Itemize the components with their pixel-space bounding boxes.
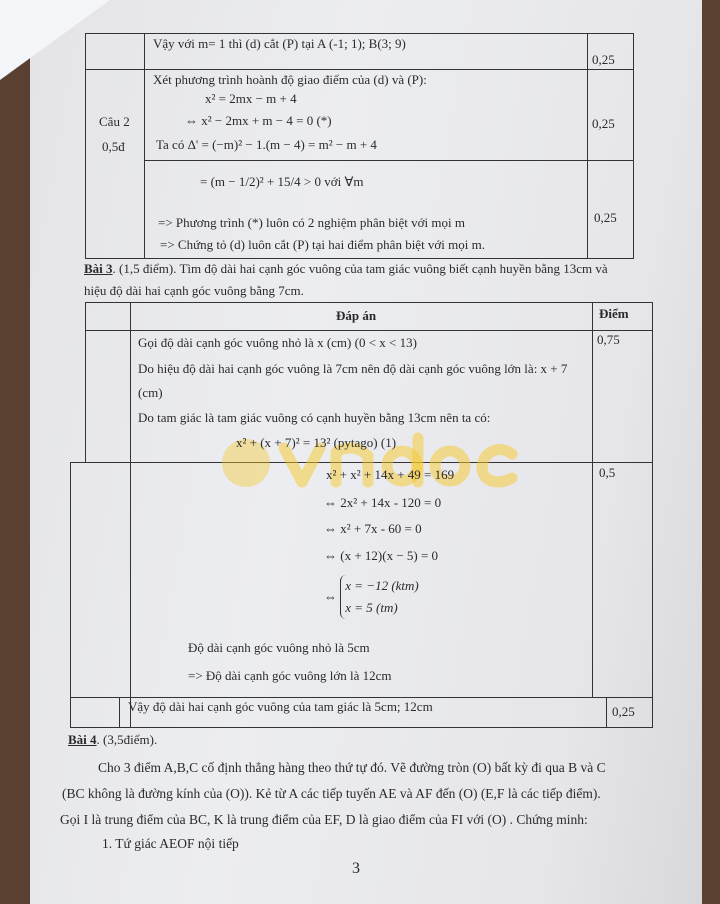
t2-r1-line: (cm) <box>138 385 163 400</box>
t2-r3-text: Vậy độ dài hai cạnh góc vuông của tam giác là 5cm; 12cm <box>128 699 433 714</box>
equivalence-symbol: ⇔ <box>324 589 337 604</box>
t1-row2-score: 0,25 <box>592 116 615 131</box>
bai3-heading <box>84 261 608 277</box>
t2-r2-line: Độ dài cạnh góc vuông nhỏ là 5cm <box>188 640 370 655</box>
t1-row2-line1: Xét phương trình hoành độ giao điểm của (d) và (P): <box>153 72 427 87</box>
t2-r2-score-cell <box>592 462 653 698</box>
bai4-heading <box>68 732 157 748</box>
solution-system <box>340 575 419 619</box>
t1-row3-line2: => Phương trình (*) luôn có 2 nghiệm phân biệt với mọi m <box>158 215 465 230</box>
t2-r1-empty <box>85 330 131 463</box>
t1-row2-eq1: x² = 2mx − m + 4 <box>205 91 297 106</box>
t2-r3-score: 0,25 <box>612 704 635 719</box>
bai3-text1: . (1,5 điểm). Tìm độ dài hai cạnh góc vuông của tam giác vuông biết cạnh huyền bằng 13cm và <box>112 261 608 276</box>
table1-row2-score-cell <box>587 69 634 161</box>
table1-label-cell <box>85 69 145 259</box>
bai4-title: Bài 4 <box>68 732 97 747</box>
t2-r2-line: => Độ dài cạnh góc vuông lớn là 12cm <box>188 668 392 683</box>
t2-r1-score: 0,75 <box>597 332 620 347</box>
solution-2: x = 5 (tm) <box>345 600 398 615</box>
t2-r2-line: ⇔ 2x² + 14x - 120 = 0 <box>324 495 442 510</box>
t2-r1-line: Gọi độ dài cạnh góc vuông nhỏ là x (cm) (0 < x < 13) <box>138 335 417 350</box>
t2-header-score: Điểm <box>599 306 629 321</box>
bai4-p1: Cho 3 điểm A,B,C cố định thẳng hàng theo thứ tự đó. Vẽ đường tròn (O) bất kỳ đi qua B và C <box>98 760 606 775</box>
bai3-text2: hiệu độ dài hai cạnh góc vuông bằng 7cm. <box>84 283 304 298</box>
t2-r2-line: ⇔ x² + 7x - 60 = 0 <box>324 521 422 536</box>
t1-label-cau: Câu 2 <box>99 114 130 129</box>
t2-r2-score: 0,5 <box>599 465 616 480</box>
t1-row2-eq2: ⇔ x² − 2mx + m − 4 = 0 (*) <box>185 113 332 128</box>
page-number: 3 <box>352 860 360 877</box>
bai3-title: Bài 3 <box>84 261 113 276</box>
t1-label-diem: 0,5đ <box>102 139 125 154</box>
t1-row1-score: 0,25 <box>592 52 615 67</box>
t2-r2-line: ⇔ (x + 12)(x − 5) = 0 <box>324 548 439 563</box>
t1-row3-eq: = (m − 1/2)² + 15/4 > 0 với ∀m <box>200 174 364 189</box>
t2-header-answer: Đáp án <box>336 308 377 323</box>
t1-row3-line3: => Chứng tỏ (d) luôn cắt (P) tại hai điểm phân biệt với mọi m. <box>160 237 486 252</box>
t2-header-empty <box>85 302 131 331</box>
t1-row1-text: Vậy với m= 1 thì (d) cắt (P) tại A (-1; 1); B(3; 9) <box>153 36 406 51</box>
t2-r1-score-cell <box>592 330 653 463</box>
bai4-p4: 1. Tứ giác AEOF nội tiếp <box>102 836 239 851</box>
t2-r2-system <box>324 575 419 619</box>
bai4-points: . (3,5điểm). <box>96 732 158 747</box>
t2-r2-line: x² + x² + 14x + 49 = 169 <box>326 467 455 482</box>
t2-r2-empty <box>70 462 131 698</box>
bai4-p3: Gọi I là trung điểm của BC, K là trung điểm của EF, D là giao điểm của FI với (O) . Chứng minh: <box>60 812 588 827</box>
t2-r1-line: x² + (x + 7)² = 13² (pytago) (1) <box>236 435 397 450</box>
t2-r1-line: Do tam giác là tam giác vuông có cạnh huyền bằng 13cm nên ta có: <box>138 410 491 425</box>
table1-empty-cell <box>85 33 145 70</box>
t1-row3-score: 0,25 <box>594 210 617 225</box>
t1-row2-eq3: Ta có Δ' = (−m)² − 1.(m − 4) = m² − m + 4 <box>156 137 377 152</box>
solution-1: x = −12 (ktm) <box>345 578 419 593</box>
t2-r1-line: Do hiệu độ dài hai cạnh góc vuông là 7cm nên độ dài cạnh góc vuông lớn là: x + 7 <box>138 361 568 376</box>
bai4-p2: (BC không là đường kính của (O)). Kẻ từ A các tiếp tuyến AE và AF đến (O) (E,F là các tiếp điểm). <box>62 786 601 801</box>
